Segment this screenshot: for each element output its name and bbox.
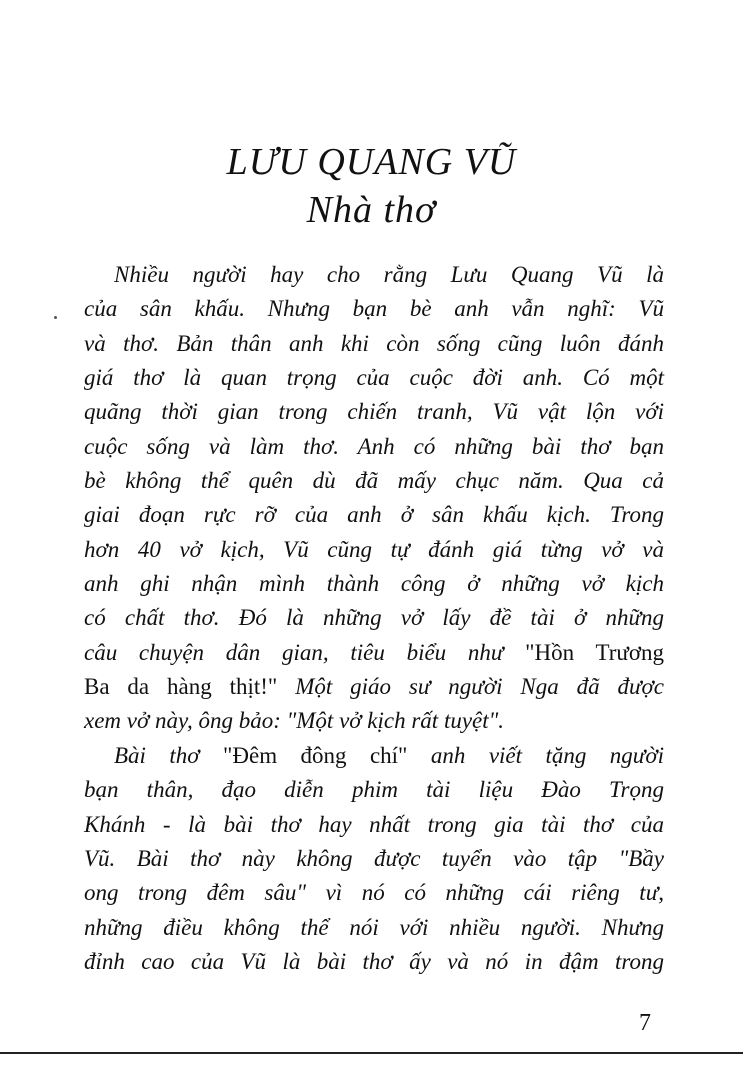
text-segment: giá thơ là quan trọng của cuộc đời anh. Có một — [84, 365, 664, 391]
text-segment: xem vở này, ông bảo: "Một vở kịch rất tuyệt". — [84, 708, 505, 734]
text-segment: Ba da hàng thịt!" — [84, 674, 296, 700]
text-line — [84, 430, 664, 464]
text-line — [84, 704, 664, 738]
margin-speck — [54, 316, 57, 319]
text-segment: có chất thơ. Đó là những vở lấy đề tài ở những — [84, 605, 664, 631]
text-line — [84, 911, 664, 945]
text-line — [84, 773, 664, 807]
body-text — [84, 258, 664, 979]
text-line — [84, 327, 664, 361]
text-segment: Vũ. Bài thơ này không được tuyển vào tập "Bầy — [84, 845, 664, 871]
text-segment: hơn 40 vở kịch, Vũ cũng tự đánh giá từng vở và — [84, 536, 664, 562]
text-line — [84, 636, 664, 670]
text-segment: đỉnh cao của Vũ là bài thơ ấy và nó in đậm trong — [84, 948, 664, 974]
text-line — [84, 739, 664, 773]
text-line — [84, 464, 664, 498]
text-segment: anh viết tặng người — [430, 742, 664, 768]
text-segment: Nhiều người hay cho rằng Lưu Quang Vũ là — [114, 262, 664, 287]
text-line — [84, 842, 664, 876]
text-segment: Khánh - là bài thơ hay nhất trong gia tài thơ của — [84, 811, 664, 837]
text-line — [84, 395, 664, 429]
text-line — [84, 292, 664, 326]
text-segment: bạn thân, đạo diễn phim tài liệu Đào Trọng — [84, 777, 664, 803]
text-segment: những điều không thể nói với nhiều người. Nhưng — [84, 914, 664, 940]
text-segment: giai đoạn rực rỡ của anh ở sân khấu kịch. Trong — [84, 502, 664, 528]
text-segment: Bài thơ — [114, 742, 223, 768]
text-line — [84, 808, 664, 842]
text-segment: và thơ. Bản thân anh khi còn sống cũng luôn đánh — [84, 330, 664, 356]
text-line — [84, 670, 664, 704]
bottom-rule — [0, 1052, 743, 1054]
text-segment: cuộc sống và làm thơ. Anh có những bài thơ bạn — [84, 433, 664, 459]
text-line — [84, 361, 664, 395]
text-segment: của sân khấu. Nhưng bạn bè anh vẫn nghĩ: Vũ — [84, 296, 664, 322]
text-segment: anh ghi nhận mình thành công ở những vở kịch — [84, 571, 664, 597]
text-segment: bè không thể quên dù đã mấy chục năm. Qua cả — [84, 468, 664, 494]
text-line — [84, 567, 664, 601]
page-title: LƯU QUANG VŨ — [226, 141, 517, 183]
text-segment: ong trong đêm sâu" vì nó có những cái riêng tư, — [84, 880, 664, 906]
page-subtitle: Nhà thơ — [306, 189, 437, 231]
text-segment: "Hồn Trương — [525, 639, 664, 665]
text-line — [84, 945, 664, 979]
text-segment: quãng thời gian trong chiến tranh, Vũ vật lộn với — [84, 399, 664, 425]
text-segment: Một giáo sư người Nga đã được — [295, 674, 665, 700]
text-line — [84, 258, 664, 292]
text-segment: câu chuyện dân gian, tiêu biểu như — [84, 639, 526, 665]
text-line — [84, 601, 664, 635]
text-line — [84, 533, 664, 567]
text-line — [84, 876, 664, 910]
text-segment: "Đêm đông chí" — [222, 742, 431, 768]
page-number: 7 — [639, 1010, 651, 1036]
text-line — [84, 498, 664, 532]
